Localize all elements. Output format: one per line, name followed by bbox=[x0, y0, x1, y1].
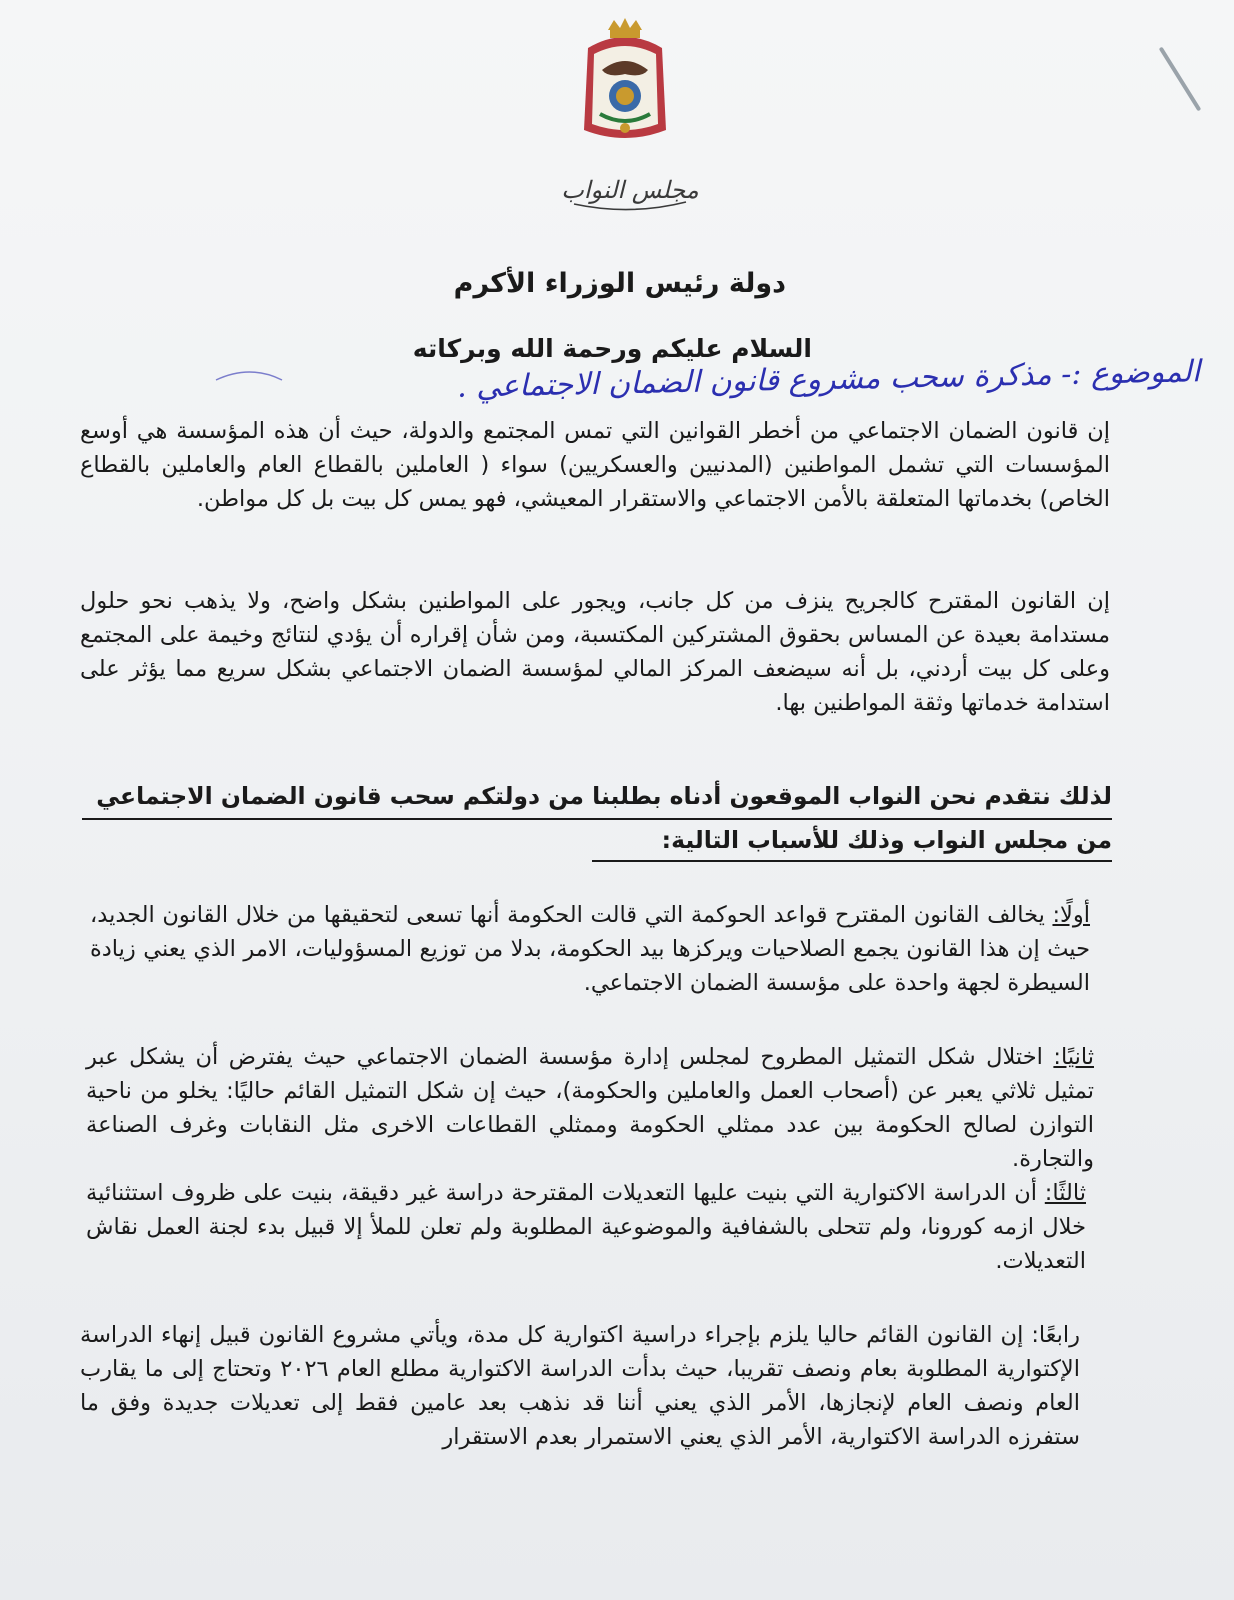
reason-text: يخالف القانون المقترح قواعد الحوكمة التي قالت الحكومة أنها تسعى لتحقيقها من خلال القانون الجديد، حيث إن هذا القانون يجمع الصلاحيات ويركزها بيد الحكومة، بدلا من توزيع المسؤوليات، الامر الذي يعني زيادة السيطرة لجهة واحدة على مؤسسة الضمان الاجتماعي. bbox=[90, 902, 1090, 996]
reason-4 bbox=[80, 1318, 1080, 1454]
reason-ordinal: ثانيًا: bbox=[1053, 1044, 1094, 1070]
council-calligraphy-logo bbox=[560, 160, 700, 220]
reason-ordinal: رابعًا: bbox=[1031, 1322, 1080, 1348]
request-line-2: من مجلس النواب وذلك للأسباب التالية: bbox=[592, 820, 1112, 862]
paragraph-second: إن القانون المقترح كالجريح ينزف من كل جانب، ويجور على المواطنين بشكل واضح، ولا يذهب نحو حلول مستدامة بعيدة عن المساس بحقوق المشتركين المكتسبة، ومن شأن إقراره أن يؤدي لنتائج وخيمة على المجتمع وعلى كل بيت أردني، بل أنه سيضعف المركز المالي لمؤسسة الضمان الاجتماعي بشكل سريع مما يؤثر على استدامة خدماتها وثقة المواطنين بها. bbox=[80, 588, 1110, 716]
reason-ordinal: أولًا: bbox=[1052, 902, 1090, 928]
addressee-heading: دولة رئيس الوزراء الأكرم bbox=[453, 268, 786, 299]
reason-1 bbox=[90, 898, 1090, 1000]
request-statement bbox=[82, 776, 1112, 862]
reason-text: اختلال شكل التمثيل المطروح لمجلس إدارة مؤسسة الضمان الاجتماعي حيث يفترض أن يشكل عبر تمثيل ثلاثي يعبر عن (أصحاب العمل والعاملين والحكومة)، حيث إن شكل التمثيل القائم حاليًا: يخلو من ناحية التوازن لصالح الحكومة بين عدد ممثلي الحكومة وممثلي القطاعات الاخرى مثل النقابات وغرف الصناعة والتجارة. bbox=[86, 1044, 1094, 1172]
reason-ordinal: ثالثًا: bbox=[1044, 1180, 1086, 1206]
greeting-heading: السلام عليكم ورحمة الله وبركاته bbox=[412, 334, 812, 363]
reason-text: إن القانون القائم حاليا يلزم بإجراء دراسية اكتوارية كل مدة، ويأتي مشروع القانون قبيل إنهاء الدراسة الإكتوارية المطلوبة بعام ونصف تقريبا، حيث بدأت الدراسة الاكتوارية مطلع العام ٢٠٢٦ وتحتاج إلى ما يقارب العام ونصف العام لإنجازها، الأمر الذي يعني أننا قد نذهب بعد عامين فقط إلى تعديلات جديدة وفق ما ستفرزه الدراسة الاكتوارية، الأمر الذي يعني الاستمرار بعدم الاستقرار bbox=[80, 1322, 1080, 1450]
reason-text: أن الدراسة الاكتوارية التي بنيت عليها التعديلات المقترحة دراسة غير دقيقة، بنيت على ظروف استثنائية خلال ازمه كورونا، ولم تتحلى بالشفافية والموضوعية المطلوبة ولم تعلن للملأ إلا قبيل بدء لجنة العمل نقاش التعديلات. bbox=[86, 1180, 1086, 1274]
reason-3 bbox=[86, 1176, 1086, 1278]
svg-text:مجلس النواب: مجلس النواب bbox=[561, 176, 699, 204]
handwritten-subject bbox=[210, 354, 1201, 422]
paragraph-intro: إن قانون الضمان الاجتماعي من أخطر القوانين التي تمس المجتمع والدولة، حيث أن هذه المؤسسة هي أوسع المؤسسات التي تشمل المواطنين (المدنيين والعسكريين) سواء ( العاملين بالقطاع العام والعاملين بالقطاع الخاص) بخدماتها المتعلقة بالأمن الاجتماعي والاستقرار المعيشي، فهو يمس كل بيت بل كل مواطن. bbox=[80, 418, 1110, 512]
jordan-coat-of-arms-icon bbox=[570, 18, 680, 148]
reason-2 bbox=[86, 1040, 1094, 1176]
subject-line-text: الموضوع :- مذكرة سحب مشروع قانون الضمان الاجتماعي . bbox=[456, 354, 1201, 405]
request-line-1: لذلك نتقدم نحن النواب الموقعون أدناه بطلبنا من دولتكم سحب قانون الضمان الاجتماعي bbox=[82, 776, 1112, 820]
pen-mark bbox=[1159, 47, 1202, 112]
